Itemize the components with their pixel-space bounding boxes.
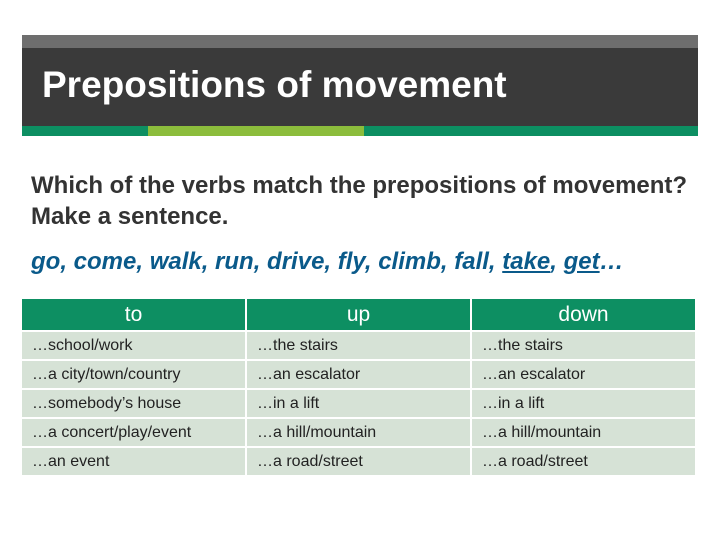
- table-row: [22, 390, 695, 417]
- header-down: down: [472, 299, 695, 330]
- verb-take: take: [502, 248, 551, 275]
- table-cell: …an escalator: [472, 361, 695, 388]
- table-cell: …a concert/play/event: [22, 419, 245, 446]
- verbs-part: go, come, walk, run, drive, fly, climb, fall,: [31, 248, 503, 275]
- table-cell: …an event: [22, 448, 245, 475]
- table-row: [22, 361, 695, 388]
- table-cell: …somebody’s house: [22, 390, 245, 417]
- table-cell: …a road/street: [472, 448, 695, 475]
- table-row: [22, 448, 695, 475]
- table-cell: …the stairs: [472, 332, 695, 359]
- accent-bar-right: [364, 126, 698, 136]
- table-cell: …school/work: [22, 332, 245, 359]
- header-to: to: [22, 299, 245, 330]
- table-cell: …the stairs: [247, 332, 470, 359]
- table-row: [22, 332, 695, 359]
- table-cell: …a hill/mountain: [472, 419, 695, 446]
- verbs-list: [31, 248, 711, 276]
- top-strip: [22, 35, 698, 48]
- accent-bar-left: [22, 126, 148, 136]
- verbs-separator: ,: [550, 248, 564, 275]
- slide-title: Prepositions of movement: [42, 64, 507, 105]
- table-header-row: [22, 299, 695, 330]
- verb-get: get: [563, 248, 600, 275]
- question-text: Which of the verbs match the prepositions of movement? Make a sentence.: [31, 172, 688, 230]
- prepositions-table: [20, 297, 697, 477]
- header-up: up: [247, 299, 470, 330]
- table-cell: …an escalator: [247, 361, 470, 388]
- table-cell: …a city/town/country: [22, 361, 245, 388]
- table-cell: …in a lift: [247, 390, 470, 417]
- table-cell: …in a lift: [472, 390, 695, 417]
- table-cell: …a hill/mountain: [247, 419, 470, 446]
- accent-bar-middle: [148, 126, 364, 136]
- table-cell: …a road/street: [247, 448, 470, 475]
- verbs-ellipsis: …: [599, 248, 624, 275]
- table-row: [22, 419, 695, 446]
